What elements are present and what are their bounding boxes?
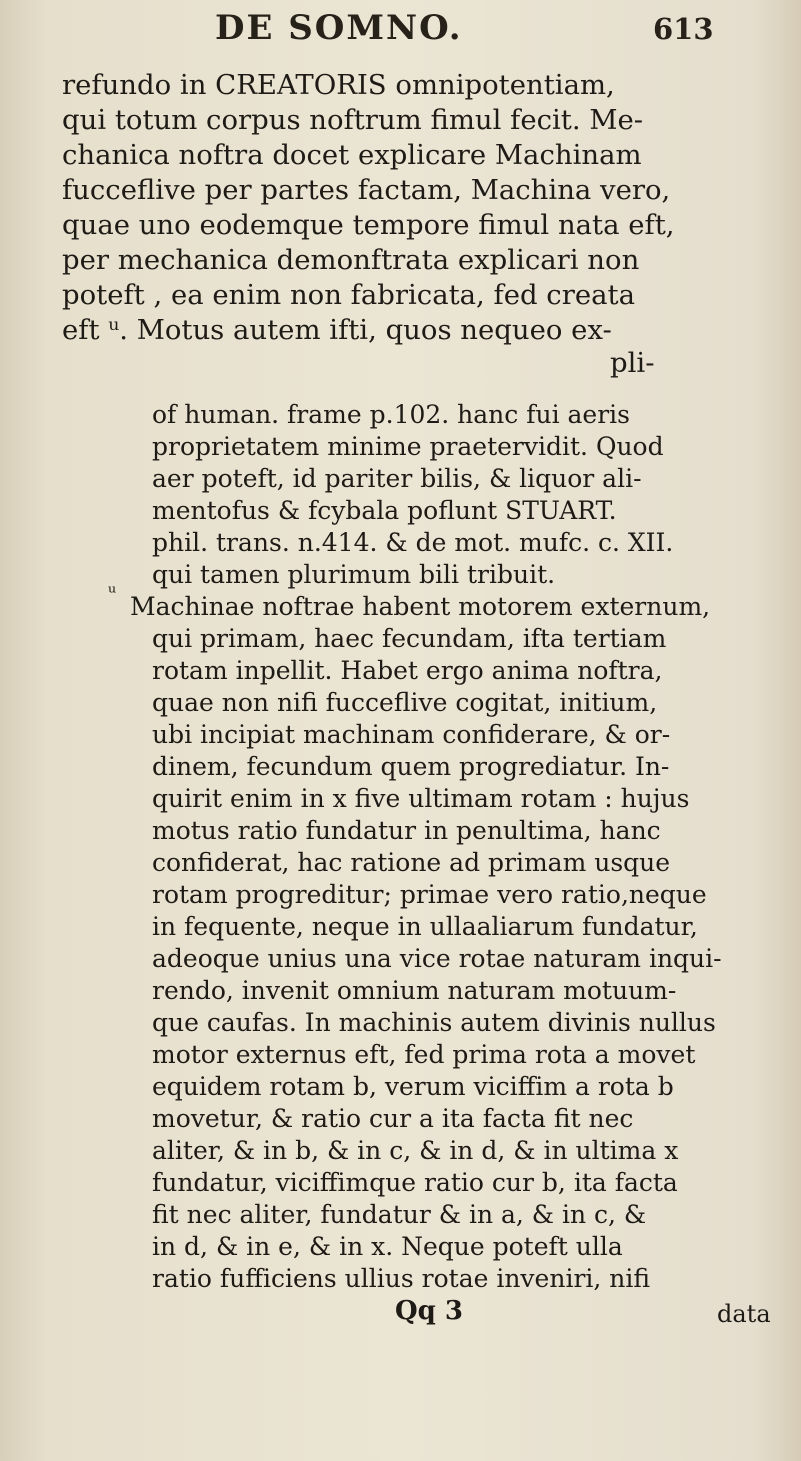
footnote-line: dinem, fecundum quem progrediatur. In- [152,752,670,781]
main-text-line: poteft , ea enim non fabricata, fed creata [62,279,635,311]
footnote-line: phil. trans. n.414. & de mot. mufc. c. XII. [152,528,674,557]
main-text-line: pli- [610,347,655,379]
footnote-line: Machinae noftrae habent motorem externum, [130,592,711,621]
footnote-line: quirit enim in x five ultimam rotam : hujus [152,784,690,813]
footnote-line: mentofus & fcybala poflunt STUART. [152,496,617,525]
footnote-line: fit nec aliter, fundatur & in a, & in c, & [152,1200,647,1229]
footnote-line: qui tamen plurimum bili tribuit. [152,560,556,589]
footnote-line: que caufas. In machinis autem divinis nullus [152,1008,716,1037]
footnote-line: proprietatem minime praetervidit. Quod [152,432,664,461]
main-text-line: eft ᵘ. Motus autem ifti, quos nequeo ex- [62,314,612,346]
footnote-line: confiderat, hac ratione ad primam usque [152,848,671,877]
main-text-line: qui totum corpus noftrum fimul fecit. Me- [62,104,644,136]
footnote-line: of human. frame p.102. hanc fui aeris [152,400,631,429]
footnote-line: quae non nifi fucceflive cogitat, initium, [152,688,658,717]
footnote-line: movetur, & ratio cur a ita facta fit nec [152,1104,634,1133]
footnote-line: qui primam, haec fecundam, ifta tertiam [152,624,667,653]
catchword: data [717,1300,771,1328]
footnote-line: ubi incipiat machinam confiderare, & or- [152,720,671,749]
footnote-line: motor externus eft, fed prima rota a movet [152,1040,696,1069]
footnote-line: aliter, & in b, & in c, & in d, & in ultima x [152,1136,679,1165]
main-text-line: quae uno eodemque tempore fimul nata eft, [62,209,675,241]
footnote-line: ratio fufficiens ullius rotae inveniri, nifi [152,1264,651,1293]
main-text-line: per mechanica demonftrata explicari non [62,244,640,276]
footnote-line: in fequente, neque in ullaaliarum fundatur, [152,912,698,941]
footnote-marker: ᵘ [108,580,116,604]
main-text-line: refundo in CREATORIS omnipotentiam, [62,69,615,101]
footnote-line: equidem rotam b, verum viciffim a rota b [152,1072,674,1101]
footnote-line: aer poteft, id pariter bilis, & liquor ali- [152,464,642,493]
signature-mark: Qq 3 [395,1296,463,1326]
footnote-line: in d, & in e, & in x. Neque poteft ulla [152,1232,623,1261]
page-number: 613 [653,12,714,46]
footnote-line: rendo, invenit omnium naturam motuum- [152,976,677,1005]
footnote-line: motus ratio fundatur in penultima, hanc [152,816,661,845]
footnote-line: adeoque unius una vice rotae naturam inqui- [152,944,722,973]
main-text-line: fucceflive per partes factam, Machina vero, [62,174,671,206]
running-title: DE SOMNO. [215,8,463,48]
footnote-line: rotam progreditur; primae vero ratio,neque [152,880,707,909]
footnote-line: rotam inpellit. Habet ergo anima noftra, [152,656,663,685]
footnote-line: fundatur, viciffimque ratio cur b, ita facta [152,1168,678,1197]
main-text-line: chanica noftra docet explicare Machinam [62,139,642,171]
